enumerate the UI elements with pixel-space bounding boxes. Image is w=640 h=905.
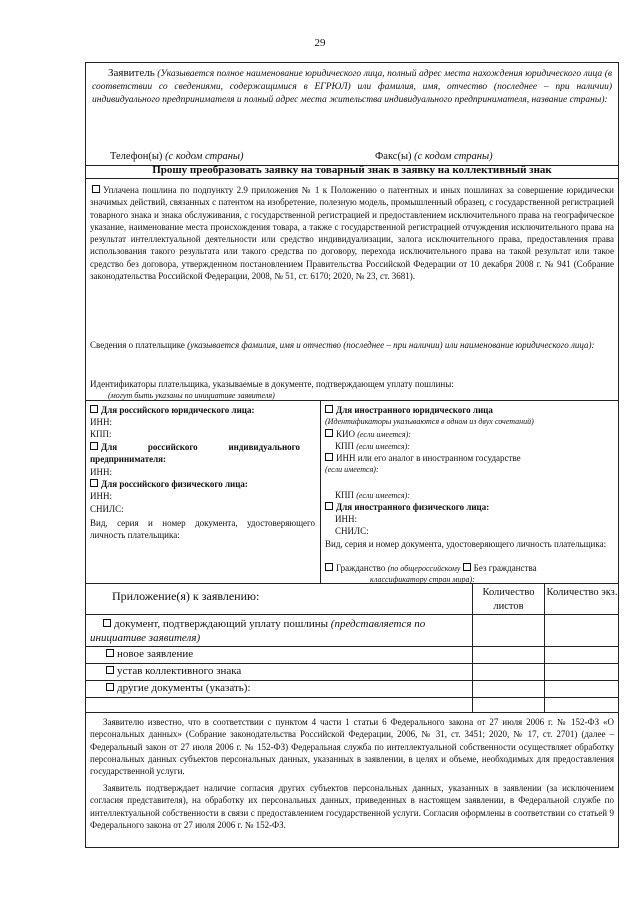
phone-row xyxy=(110,151,244,162)
payer-label: Сведения о плательщике xyxy=(90,340,185,350)
foreign-person-checkbox[interactable] xyxy=(325,502,333,510)
personal-data-notice: Заявителю известно, что в соответствии с пунктом 4 части 1 статьи 6 Федерального закона от 27 июля 2006 г. № 152-ФЗ «О персональных данных» (Собрание законодательства Российской Федерации, 2006, № 31, ст. 3451; 2020, № 17, ст. 2701) (далее – Федеральный закон от 27 июля 2006 г. № 152-ФЗ) Федеральная служба по интеллектуальной собственности осуществляет обработку персональных данных субъектов персональных данных, указанных в заявлении, в целях и объеме, необходимых для предоставления государственной услуги. xyxy=(90,717,614,777)
classifier-hint: классификатору стран мира): xyxy=(370,575,475,584)
attachments-header: Приложение(я) к заявлению: xyxy=(112,589,260,603)
applicant-section xyxy=(92,67,612,106)
foreign-person-snils: СНИЛС: xyxy=(335,526,369,536)
payment-doc-checkbox[interactable] xyxy=(103,619,111,627)
applicant-label: Заявитель xyxy=(108,67,155,79)
divider xyxy=(85,646,619,647)
fee-text: Уплачена пошлина по подпункту 2.9 приложения № 1 к Положению о патентных и иных пошлинах за совершение юридически значимых действий, связанных с патентом на изобретение, полезную модель, промышленный образец, с государственной регистрацией товарного знака и знака обслуживания, с государственной регистрацией и предоставлением исключительного права на географическое указание, наименование места происхождения товара, а также с государственной регистрацией отчуждения исключительного права на результат интеллектуальной деятельности или средство индивидуализации, залога исключительного права, предоставления права использования такого результата или такого средства по договору, перехода исключительного права на такой результат или такое средство без договора, утвержденном постановлением Правительства Российской Федерации от 10 декабря 2008 г. № 941 (Собрание законодательства Российской Федерации, 2008, № 51, ст. 6170; 2020, № 23, ст. 3681). xyxy=(90,185,614,282)
page-number: 29 xyxy=(314,37,326,49)
foreign-person-heading: Для иностранного физического лица: xyxy=(325,501,489,513)
phone-hint: (с кодом страны) xyxy=(165,151,244,162)
identifiers-label: Идентификаторы плательщика, указываемые в документе, подтверждающем уплату пошлины: xyxy=(90,379,454,389)
attachment-row-other: другие документы (указать): xyxy=(106,682,251,694)
divider xyxy=(85,697,619,698)
fee-checkbox[interactable] xyxy=(92,185,100,193)
no-citizenship-checkbox[interactable] xyxy=(463,563,471,571)
kpp-row: КПП (если имеется): xyxy=(335,441,410,451)
ru-ip-heading: Для российского индивидуального предпринимателя: xyxy=(90,442,300,465)
foreign-legal-heading: Для иностранного юридического лица xyxy=(325,404,493,416)
new-application-checkbox[interactable] xyxy=(106,649,114,657)
column-divider xyxy=(544,583,545,712)
request-title: Прошу преобразовать заявку на товарный знак в заявку на коллективный знак xyxy=(152,164,552,176)
inn-analog-checkbox[interactable] xyxy=(325,453,333,461)
divider xyxy=(85,712,619,713)
inn-analog-row: ИНН или его аналог в иностранном государстве xyxy=(325,452,521,464)
consent-notice: Заявитель подтверждает наличие согласия других субъектов персональных данных, указанных в заявлении (за исключением согласия представителя), на обработку их персональных данных, приведенных в настоящем заявлении, в Федеральной службе по интеллектуальной собственности в связи с предоставлением государственной услуги. Согласия оформлены в соответствии со статьей 9 Федерального закона от 27 июля 2006 г. № 152-ФЗ. xyxy=(90,783,614,830)
foreign-person-id-doc: Вид, серия и номер документа, удостоверяющего личность плательщика: xyxy=(325,539,607,549)
col-copies-header: Количество экз. xyxy=(546,587,618,598)
other-docs-checkbox[interactable] xyxy=(106,683,114,691)
fax-hint: (с кодом страны) xyxy=(414,151,493,162)
attachment-row-charter: устав коллективного знака xyxy=(106,665,241,677)
divider xyxy=(85,680,619,681)
ru-ip-checkbox[interactable] xyxy=(90,442,98,450)
fee-paragraph xyxy=(90,184,614,282)
fax-label: Факс(ы) xyxy=(375,151,412,162)
ru-legal-checkbox[interactable] xyxy=(90,405,98,413)
divider xyxy=(85,663,619,664)
attachment-row-payment: документ, подтверждающий уплату пошлины (представляется по инициативе заявителя) xyxy=(90,618,426,644)
foreign-legal-hint: (Идентификаторы указываются в одном из двух сочетаний) xyxy=(325,417,534,426)
divider xyxy=(85,614,619,615)
phone-label: Телефон(ы) xyxy=(110,151,163,162)
citizenship-row: Гражданство (по общероссийскому Без гражданства xyxy=(325,562,537,575)
kio-row: КИО (если имеется): xyxy=(325,428,411,441)
ru-legal-heading: Для российского юридического лица: xyxy=(90,404,254,416)
citizenship-checkbox[interactable] xyxy=(325,563,333,571)
ru-person-inn: ИНН: xyxy=(90,491,112,501)
foreign-person-inn: ИНН: xyxy=(335,514,357,524)
identifiers-hint: (могут быть указаны по инициативе заявителя) xyxy=(108,391,275,400)
foreign-legal-checkbox[interactable] xyxy=(325,405,333,413)
ru-person-checkbox[interactable] xyxy=(90,479,98,487)
applicant-hint: (Указывается полное наименование юридического лица, полный адрес места нахождения юридического лица (в соответствии со сведениями, содержащимися в ЕГРЮЛ) или фамилия, имя, отчество (последнее – при наличии) индивидуального предпринимателя и полный адрес места жительства индивидуального предпринимателя, название страны): xyxy=(92,69,613,105)
attachment-row-new-application: новое заявление xyxy=(106,648,193,660)
column-divider xyxy=(320,400,321,583)
payer-hint: (указывается фамилия, имя и отчество (последнее – при наличии) или наименование юридического лица): xyxy=(187,340,595,350)
divider xyxy=(85,583,619,584)
ru-legal-kpp: КПП: xyxy=(90,429,112,439)
fax-row xyxy=(375,151,493,162)
kpp2-row: КПП (если имеется): xyxy=(335,490,410,500)
ru-person-id-doc: Вид, серия и номер документа, удостоверяющего личность плательщика: xyxy=(90,518,315,541)
ru-person-heading: Для российского физического лица: xyxy=(90,478,248,490)
inn-analog-hint: (если имеется): xyxy=(325,465,379,474)
payer-section xyxy=(90,339,614,351)
ru-person-snils: СНИЛС: xyxy=(90,504,124,514)
ru-ip-inn: ИНН: xyxy=(90,467,112,477)
ru-legal-inn: ИНН: xyxy=(90,417,112,427)
charter-checkbox[interactable] xyxy=(106,666,114,674)
kio-checkbox[interactable] xyxy=(325,429,333,437)
divider xyxy=(85,178,619,179)
col-sheets-header: Количество листов xyxy=(482,587,535,612)
